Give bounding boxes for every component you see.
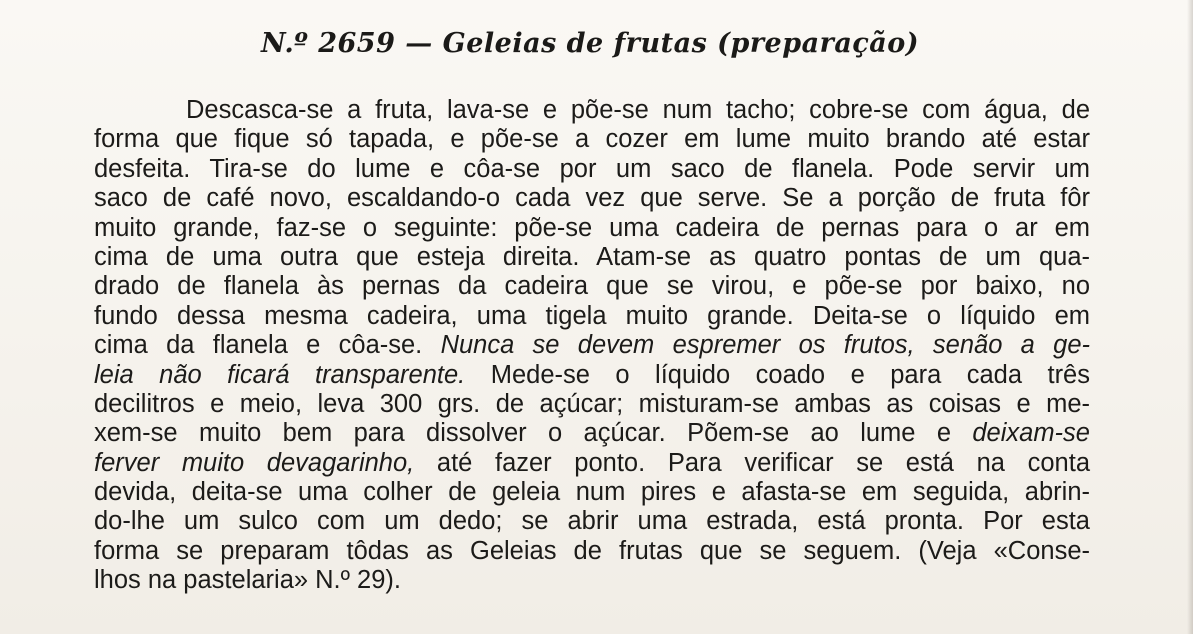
text-line (94, 419, 1090, 448)
text-line (94, 214, 1090, 243)
text-segment: saco de café novo, escaldando-o cada vez que serve. Se a porção de fruta fôr (94, 184, 1090, 213)
text-segment: drado de flanela às pernas da cadeira que se virou, e põe-se por baixo, no (94, 272, 1090, 301)
text-line (94, 302, 1090, 331)
text-line (94, 331, 1090, 360)
text-line (94, 537, 1090, 566)
text-line (94, 449, 1090, 478)
text-line (94, 390, 1090, 419)
italic-text-segment: deixam-se (972, 419, 1090, 448)
text-segment: lhos na pastelaria» N.º 29). (94, 566, 401, 595)
italic-text-segment: leia não ficará transparente. (94, 360, 466, 389)
text-segment: desfeita. Tira-se do lume e côa-se por um saco de flanela. Pode servir um (94, 154, 1090, 183)
text-segment: cima de uma outra que esteja direita. Atam-se as quatro pontas de um qua- (94, 242, 1090, 271)
text-segment: devida, deita-se uma colher de geleia num pires e afasta-se em seguida, abrin- (94, 478, 1090, 507)
text-segment: forma que fique só tapada, e põe-se a cozer em lume muito brando até estar (94, 125, 1090, 154)
text-line (94, 507, 1090, 536)
recipe-body (94, 96, 1090, 596)
text-segment: forma se preparam tôdas as Geleias de frutas que se seguem. (Veja «Conse- (94, 536, 1090, 565)
text-segment: fundo dessa mesma cadeira, uma tigela muito grande. Deita-se o líquido em (94, 301, 1090, 330)
text-line (94, 478, 1090, 507)
recipe-title: N.º 2659 — Geleias de frutas (preparação) (260, 28, 920, 59)
text-line (94, 566, 1090, 595)
text-segment: até fazer ponto. Para verificar se está na conta (414, 448, 1090, 477)
text-line (94, 125, 1090, 154)
text-segment: Descasca-se a fruta, lava-se e põe-se num tacho; cobre-se com água, de (186, 96, 1090, 124)
text-line (94, 155, 1090, 184)
text-segment: muito grande, faz-se o seguinte: põe-se uma cadeira de pernas para o ar em (94, 213, 1090, 242)
text-segment: cima da flanela e côa-se. (94, 331, 441, 360)
text-line (94, 272, 1090, 301)
italic-text-segment: ferver muito devagarinho, (94, 448, 415, 477)
text-segment: do-lhe um sulco com um dedo; se abrir uma estrada, está pronta. Por esta (94, 507, 1090, 536)
text-segment: Mede-se o líquido coado e para cada três (465, 360, 1090, 389)
text-line (94, 184, 1090, 213)
text-line (94, 243, 1090, 272)
text-line (94, 361, 1090, 390)
page-edge-shadow (1187, 0, 1193, 634)
text-line (94, 96, 1090, 125)
text-segment: decilitros e meio, leva 300 grs. de açúcar; misturam-se ambas as coisas e me- (94, 389, 1090, 418)
italic-text-segment: Nunca se devem espremer os frutos, senão a ge- (440, 331, 1090, 360)
text-segment: xem-se muito bem para dissolver o açúcar. Põem-se ao lume e (94, 419, 973, 448)
